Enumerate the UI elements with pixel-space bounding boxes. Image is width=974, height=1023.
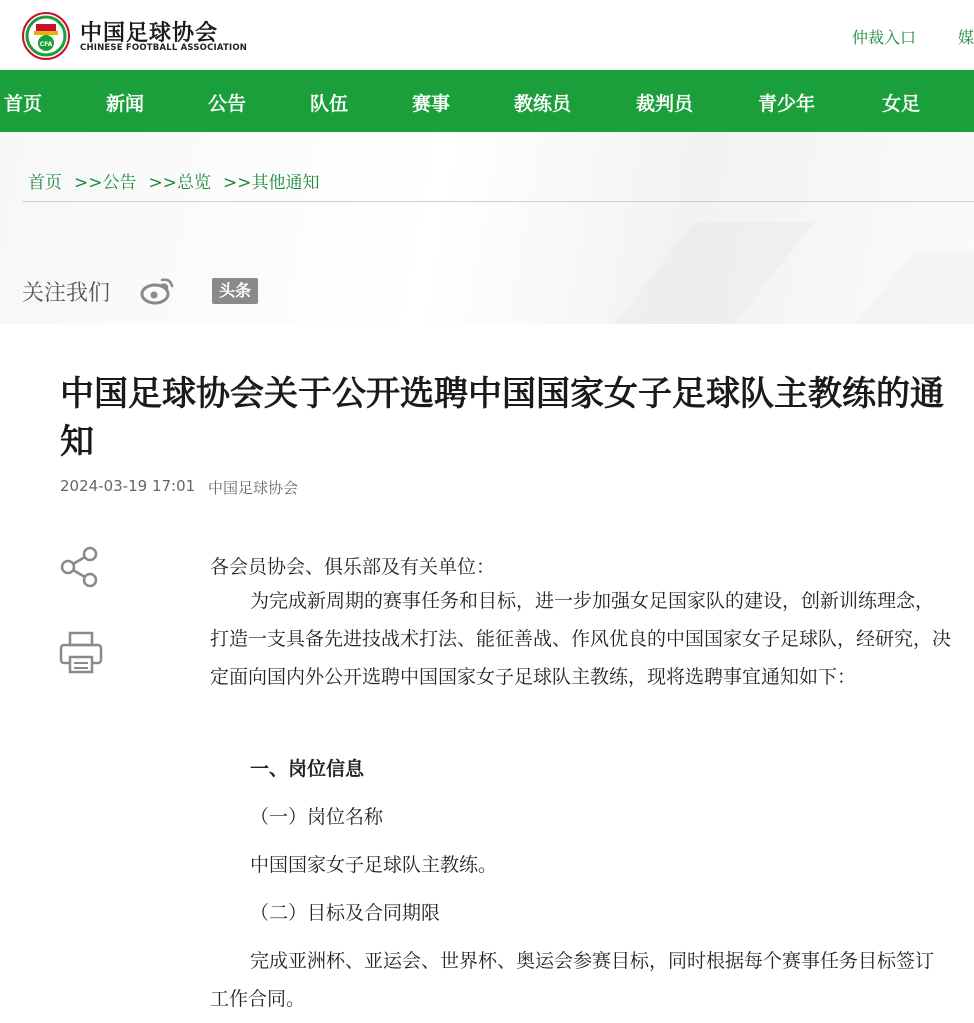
main-nav — [0, 70, 974, 132]
breadcrumb — [28, 168, 320, 193]
print-icon[interactable] — [58, 630, 104, 676]
nav-item-matches[interactable]: 赛事 — [412, 93, 451, 115]
breadcrumb-divider — [22, 201, 974, 202]
nav-item-coaches[interactable]: 教练员 — [514, 93, 572, 115]
background-decoration — [494, 162, 974, 324]
cfa-emblem-icon — [22, 12, 70, 60]
article-title: 中国足球协会关于公开选聘中国国家女子足球队主教练的通知 — [60, 374, 944, 462]
toutiao-icon[interactable]: 头条 — [212, 278, 258, 304]
breadcrumb-separator: >> — [148, 173, 177, 193]
emblem-text: CFA — [39, 41, 53, 48]
media-link[interactable]: 媒 — [958, 28, 974, 47]
nav-item-womens[interactable]: 女足 — [882, 93, 921, 115]
logo-english-name: CHINESE FOOTBALL ASSOCIATION — [80, 43, 248, 53]
site-header — [0, 0, 974, 70]
subsection-text: 中国国家女子足球队主教练。 — [250, 854, 498, 876]
intro-paragraph: 为完成新周期的赛事任务和目标，进一步加强女足国家队的建设，创新训练理念，打造一支具备先进技战术打法、能征善战、作风优良的中国国家女子足球队，经研究，决定面向国内外公开选聘中国国家女子足球队主教练，现将选聘事宜通知如下： — [210, 590, 952, 688]
article-date: 2024-03-19 17:01 — [60, 477, 196, 495]
nav-item-home[interactable]: 首页 — [4, 93, 43, 115]
breadcrumb-separator: >> — [74, 173, 103, 193]
nav-item-notices[interactable]: 公告 — [208, 93, 247, 115]
nav-item-teams[interactable]: 队伍 — [310, 93, 349, 115]
share-icon[interactable] — [58, 545, 102, 589]
section-heading: 一、岗位信息 — [250, 758, 365, 780]
breadcrumb-home[interactable]: 首页 — [28, 173, 62, 193]
subsection-heading: （一）岗位名称 — [250, 806, 384, 828]
article-source: 中国足球协会 — [208, 479, 299, 497]
nav-item-news[interactable]: 新闻 — [106, 93, 145, 115]
nav-item-youth[interactable]: 青少年 — [758, 93, 816, 115]
breadcrumb-separator: >> — [223, 173, 252, 193]
salutation-paragraph: 各会员协会、俱乐部及有关单位： — [210, 556, 496, 578]
weibo-icon[interactable] — [140, 274, 176, 306]
breadcrumb-notices[interactable]: 公告 — [102, 173, 137, 193]
cfa-logo[interactable] — [22, 12, 248, 60]
subsection-heading: （二）目标及合同期限 — [250, 902, 441, 924]
logo-chinese-name: 中国足球协会 — [80, 21, 219, 46]
follow-us-label: 关注我们 — [22, 281, 111, 306]
breadcrumb-overview[interactable]: 总览 — [177, 173, 211, 193]
subsection-text: 完成亚洲杯、亚运会、世界杯、奥运会参赛目标，同时根据每个赛事任务目标签订工作合同。 — [210, 950, 935, 1010]
nav-item-referees[interactable]: 裁判员 — [636, 93, 694, 115]
breadcrumb-other-notices[interactable]: 其他通知 — [251, 173, 320, 193]
arbitration-link[interactable]: 仲裁入口 — [852, 28, 917, 47]
